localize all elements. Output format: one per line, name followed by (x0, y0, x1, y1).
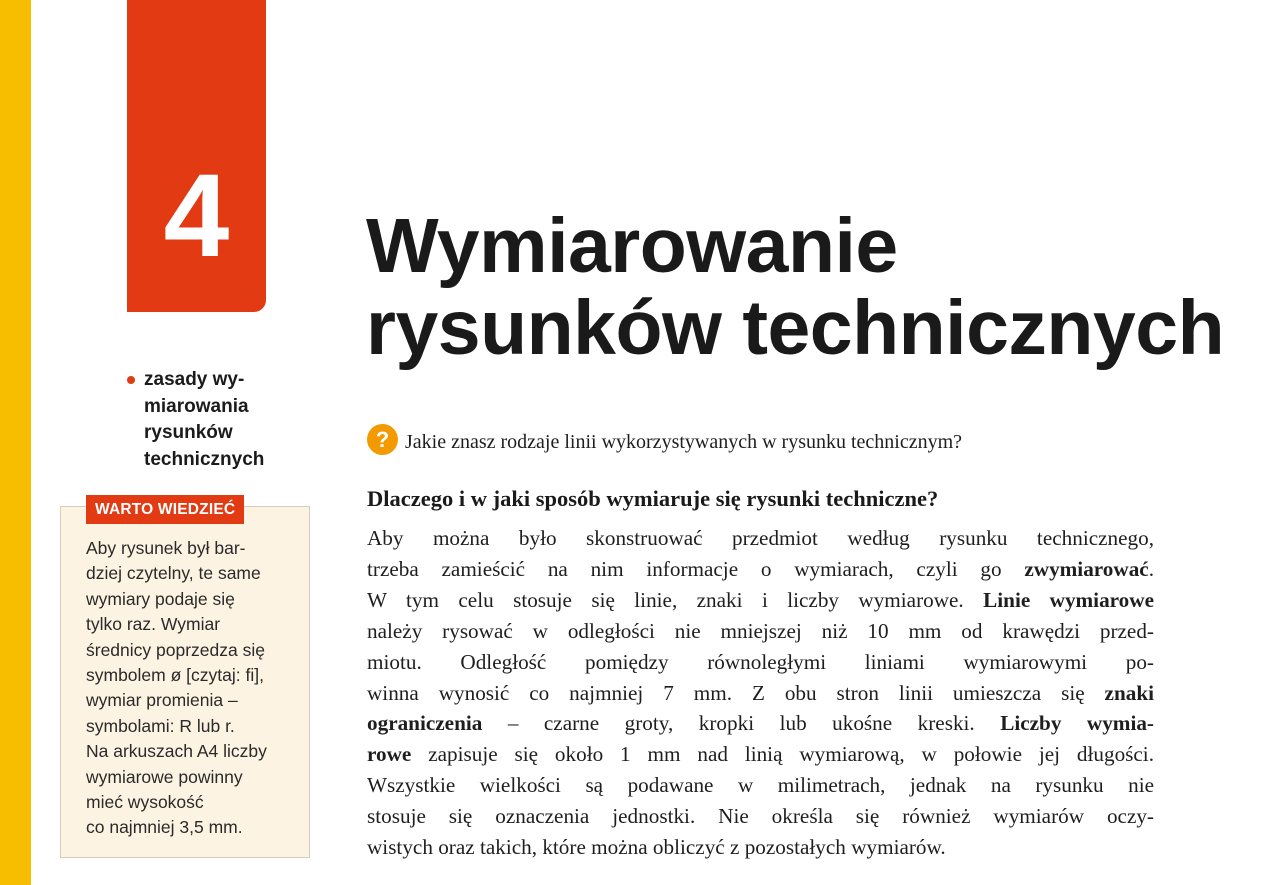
body-line (367, 801, 1154, 832)
text-run: miotu. Odległość pomiędzy równoległymi liniami wymiarowymi po- (367, 649, 1154, 674)
page-edge-color-bar (0, 0, 31, 885)
info-box-line: wymiary podaje się (86, 588, 235, 609)
info-box-label: WARTO WIEDZIEĆ (86, 495, 244, 524)
page-title (366, 205, 1266, 369)
info-box-line: mieć wysokość (86, 792, 204, 813)
bold-term: znaki (1104, 680, 1154, 705)
question-text: Jakie znasz rodzaje linii wykorzystywanych w rysunku technicznym? (405, 431, 963, 453)
body-line (367, 523, 1154, 554)
text-run: zapisuje się około 1 mm nad linią wymiarową, w połowie jej długości. (411, 742, 1154, 767)
info-box-line: dziej czytelny, te same (86, 563, 261, 584)
text-run: W tym celu stosuje się linie, znaki i liczby wymiarowe. (367, 587, 984, 612)
info-box-line: co najmniej 3,5 mm. (86, 817, 243, 838)
text-run: stosuje się oznaczenia jednostki. Nie określa się również wymiarów oczy- (367, 804, 1154, 829)
text-run: winna wynosić co najmniej 7 mm. Z obu stron linii umieszcza się (367, 680, 1105, 705)
page-title-line-1: Wymiarowanie (366, 203, 898, 289)
topic-text (144, 367, 294, 473)
info-box-line: wymiar promienia – (86, 690, 238, 711)
topic-line: rysunków (144, 422, 233, 443)
body-line (367, 585, 1154, 616)
body-line (367, 739, 1154, 770)
info-box-line: tylko raz. Wymiar (86, 614, 221, 635)
body-line (367, 616, 1154, 647)
topic-line: technicznych (144, 448, 265, 470)
info-box-line: średnicy poprzedza się (86, 639, 265, 660)
text-run: Wszystkie wielkości są podawane w milimetrach, jednak na rysunku nie (367, 773, 1154, 798)
text-run: Aby można było skonstruować przedmiot według rysunku technicznego, (367, 526, 1154, 550)
bold-term: zwymiarować (1024, 556, 1149, 581)
info-box-line: symbolami: R lub r. (86, 715, 235, 736)
text-run: trzeba zamieścić na nim informacje o wymiarach, czyli go (367, 556, 1025, 581)
section-heading: Dlaczego i w jaki sposób wymiaruje się rysunki techniczne? (367, 486, 939, 511)
info-box-line: Aby rysunek był bar- (86, 538, 246, 558)
topic-line: zasady wy- (144, 369, 245, 390)
chapter-number: 4 (163, 150, 230, 282)
text-run: – czarne groty, kropki lub ukośne kreski. (482, 711, 1001, 736)
text-run: wistych oraz takich, które można obliczyć z pozostałych wymiarów. (367, 835, 946, 860)
text-run: należy rysować w odległości nie mniejszej niż 10 mm od krawędzi przed- (367, 618, 1154, 643)
body-line (367, 647, 1154, 678)
page-title-line-2: rysunków technicznych (366, 285, 1225, 371)
body-line (367, 708, 1154, 739)
info-box-line: Na arkuszach A4 liczby (86, 741, 267, 762)
body-line (367, 678, 1154, 709)
info-box-text (86, 536, 301, 841)
question-icon: ? (367, 424, 398, 455)
body-line (367, 770, 1154, 801)
bold-term: Liczby wymia- (1000, 711, 1154, 736)
body-line (367, 554, 1154, 585)
info-box-line: wymiarowe powinny (86, 766, 243, 787)
bullet-icon (127, 376, 135, 384)
bold-term: Linie wymiarowe (983, 587, 1154, 612)
chapter-tab (127, 0, 266, 312)
info-box-line: symbolem ø [czytaj: fi], (86, 665, 264, 686)
body-paragraph (367, 523, 1154, 863)
bold-term: rowe (367, 742, 412, 767)
text-run: . (1148, 556, 1154, 581)
body-line (367, 832, 1154, 863)
bold-term: ograniczenia (367, 711, 483, 736)
topic-line: miarowania (144, 395, 249, 417)
